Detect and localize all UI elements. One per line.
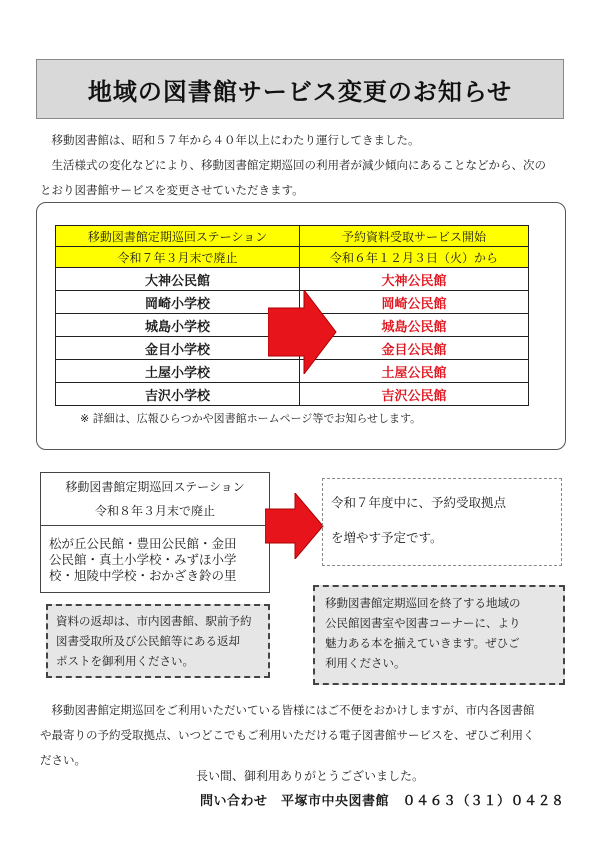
page-title: 地域の図書館サービス変更のお知らせ [87, 77, 513, 106]
intro-line-2: 生活様式の変化などにより、移動図書館定期巡回の利用者が減少傾向にあることなどから、次の [40, 158, 546, 172]
station-cell: 吉沢小学校 [56, 383, 300, 406]
right-header-1: 予約資料受取サービス開始 [300, 226, 529, 247]
table-row [56, 268, 529, 291]
table-header-row [56, 226, 529, 247]
expansion-line-2: を増やす予定です。 [331, 530, 443, 545]
community-line-2: 公民館図書室や図書コーナーに、より [325, 616, 521, 630]
station-cell: 城島小学校 [56, 314, 300, 337]
station-closure-header [41, 473, 269, 526]
return-line-2: 図書受取所及び公民館等にある返却 [56, 634, 240, 648]
station-list-line-2: 公民館・真土小学校・みずほ小学 [49, 552, 237, 567]
station-cell: 金目小学校 [56, 337, 300, 360]
community-line-3: 魅力ある本を揃えていきます。ぜひご [325, 636, 520, 650]
new-location-cell: 城島公民館 [300, 314, 529, 337]
intro-line-3: とおり図書館サービスを変更させていただきます。 [40, 183, 304, 197]
intro-line-1: 移動図書館は、昭和５７年から４０年以上にわたり運行してきました。 [40, 133, 420, 147]
closing-line-3: ださい。 [40, 753, 86, 767]
station-list-line-1: 松が丘公民館・豊田公民館・金田 [49, 536, 237, 551]
right-arrow-icon [265, 493, 325, 559]
return-line-3: ポストを御利用ください。 [56, 654, 194, 668]
return-line-1: 資料の返却は、市内図書館、駅前予約 [56, 614, 252, 628]
station-closure-date: 令和８年３月末で廃止 [94, 504, 215, 518]
details-note: ※ 詳細は、広報ひらつかや図書館ホームページ等でお知らせします。 [80, 412, 422, 425]
table-header-row [56, 247, 529, 268]
right-header-2: 令和６年１２月３日（火）から [300, 247, 529, 268]
station-cell: 岡崎小学校 [56, 291, 300, 314]
station-cell: 土屋小学校 [56, 360, 300, 383]
community-library-box [313, 585, 565, 685]
table-row [56, 383, 529, 406]
right-arrow-icon [268, 290, 338, 374]
station-closure-box [40, 472, 270, 593]
contact-info: 問い合わせ 平塚市中央図書館 ０４６３（３１）０４２８ [200, 794, 565, 809]
return-info-box [46, 604, 270, 678]
station-list-line-3: 校・旭陵中学校・おかざき鈴の里 [49, 568, 237, 583]
new-location-cell: 岡崎公民館 [300, 291, 529, 314]
thanks-message: 長い間、御利用ありがとうございました。 [196, 769, 425, 783]
closing-line-1: 移動図書館定期巡回をご利用いただいている皆様にはご不便をおかけしますが、市内各図書館 [40, 703, 535, 717]
expansion-plan-box [322, 478, 562, 566]
closing-text [40, 698, 565, 773]
station-closure-heading: 移動図書館定期巡回ステーション [65, 480, 245, 494]
station-cell: 大神公民館 [56, 268, 300, 291]
title-banner [36, 59, 564, 119]
new-location-cell: 土屋公民館 [300, 360, 529, 383]
left-header-2: 令和７年３月末で廃止 [56, 247, 300, 268]
station-closure-list [41, 526, 269, 592]
new-location-cell: 大神公民館 [300, 268, 529, 291]
new-location-cell: 金目公民館 [300, 337, 529, 360]
closing-line-2: や最寄りの予約受取拠点、いつどこでもご利用いただける電子図書館サービスを、ぜひご利用く [40, 728, 535, 742]
community-line-4: 利用ください。 [325, 656, 406, 670]
new-location-cell: 吉沢公民館 [300, 383, 529, 406]
community-line-1: 移動図書館定期巡回を終了する地域の [325, 596, 521, 610]
left-header-1: 移動図書館定期巡回ステーション [56, 226, 300, 247]
intro-text [40, 128, 570, 203]
expansion-line-1: 令和７年度中に、予約受取拠点 [331, 495, 507, 510]
